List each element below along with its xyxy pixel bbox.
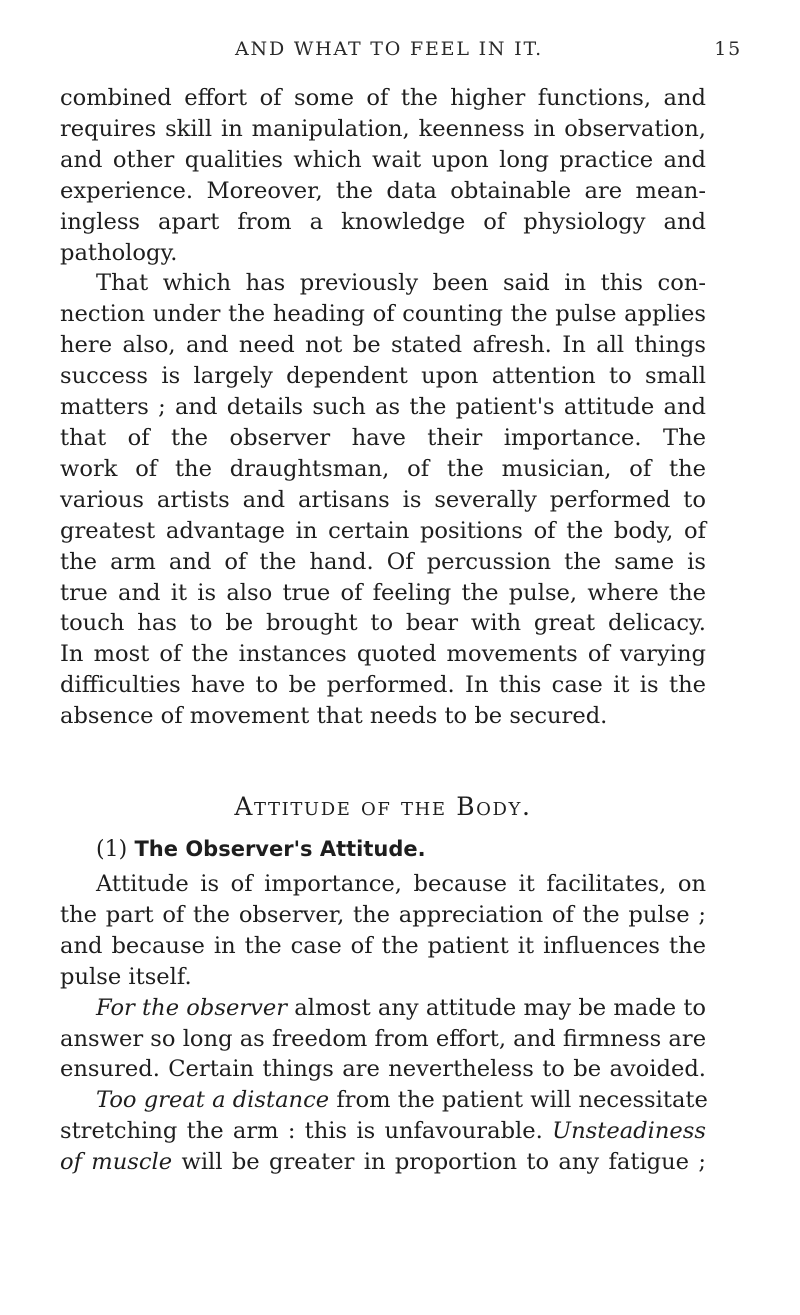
text-line xyxy=(60,993,706,1024)
text-line: here also, and need not be stated afresh. In all things xyxy=(60,332,706,359)
text-line: difficulties have to be performed. In this case it is the xyxy=(60,672,706,699)
italic-phrase: For the observer xyxy=(96,994,288,1021)
text-line: nection under the heading of counting the pulse applies xyxy=(60,301,706,328)
text-line: In most of the instances quoted movements of varying xyxy=(60,641,706,668)
text-line: pathology. xyxy=(60,239,178,266)
text-line: success is largely dependent upon attention to small xyxy=(60,363,706,390)
text-line: and other qualities which wait upon long practice and xyxy=(60,146,706,173)
text-line: ingless apart from a knowledge of physiology and xyxy=(60,208,706,235)
text-line: answer so long as freedom from effort, and firmness are xyxy=(60,1025,707,1052)
text-line: ensured. Certain things are nevertheless to be avoided. xyxy=(60,1056,706,1083)
subsection-title: The Observer's Attitude. xyxy=(134,837,426,861)
text-run: from the patient will necessitate xyxy=(329,1087,708,1114)
text-line: requires skill in manipulation, keenness in observation, xyxy=(60,115,706,142)
text-line: experience. Moreover, the data obtainable are mean- xyxy=(60,177,706,204)
text-line xyxy=(60,1085,706,1116)
text-line xyxy=(60,1147,706,1178)
text-run: almost any attitude may be made to xyxy=(287,994,706,1021)
italic-phrase: of muscle xyxy=(60,1149,173,1176)
italic-phrase: Unsteadiness xyxy=(552,1118,706,1145)
text-line: touch has to be brought to bear with great delicacy. xyxy=(60,610,706,637)
text-line: true and it is also true of feeling the pulse, where the xyxy=(60,579,706,606)
page-number: 15 xyxy=(714,38,742,60)
text-line: pulse itself. xyxy=(60,963,192,990)
text-run: stretching the arm : this is unfavourable. xyxy=(60,1118,543,1145)
paragraph-block-1 xyxy=(60,83,706,732)
subsection-number: (1) xyxy=(96,837,128,862)
text-line: matters ; and details such as the patient's attitude and xyxy=(60,394,706,421)
text-line: work of the draughtsman, of the musician, of the xyxy=(60,455,706,482)
text-line: greatest advantage in certain positions of the body, of xyxy=(60,517,706,544)
text-line: combined effort of some of the higher functions, and xyxy=(60,85,706,111)
text-line: various artists and artisans is severally performed to xyxy=(60,486,706,513)
running-head-title: AND WHAT TO FEEL IN IT. xyxy=(235,38,543,60)
text-line: that of the observer have their importance. The xyxy=(60,424,706,451)
text-line xyxy=(60,1116,706,1147)
text-line: absence of movement that needs to be secured. xyxy=(60,703,608,730)
text-line: the arm and of the hand. Of percussion the same is xyxy=(60,548,706,575)
text-line: That which has previously been said in this con- xyxy=(96,270,706,297)
text-run: will be greater in proportion to any fatigue ; xyxy=(172,1149,707,1176)
text-line: the part of the observer, the appreciation of the pulse ; xyxy=(60,901,706,928)
section-heading: Attitude of the Body. xyxy=(234,792,532,821)
subsection-heading xyxy=(96,837,426,862)
italic-phrase: Too great a distance xyxy=(96,1087,330,1114)
text-line: Attitude is of importance, because it facilitates, on xyxy=(96,871,706,897)
text-line: and because in the case of the patient it influences the xyxy=(60,932,706,959)
paragraph-block-2 xyxy=(60,869,706,1178)
